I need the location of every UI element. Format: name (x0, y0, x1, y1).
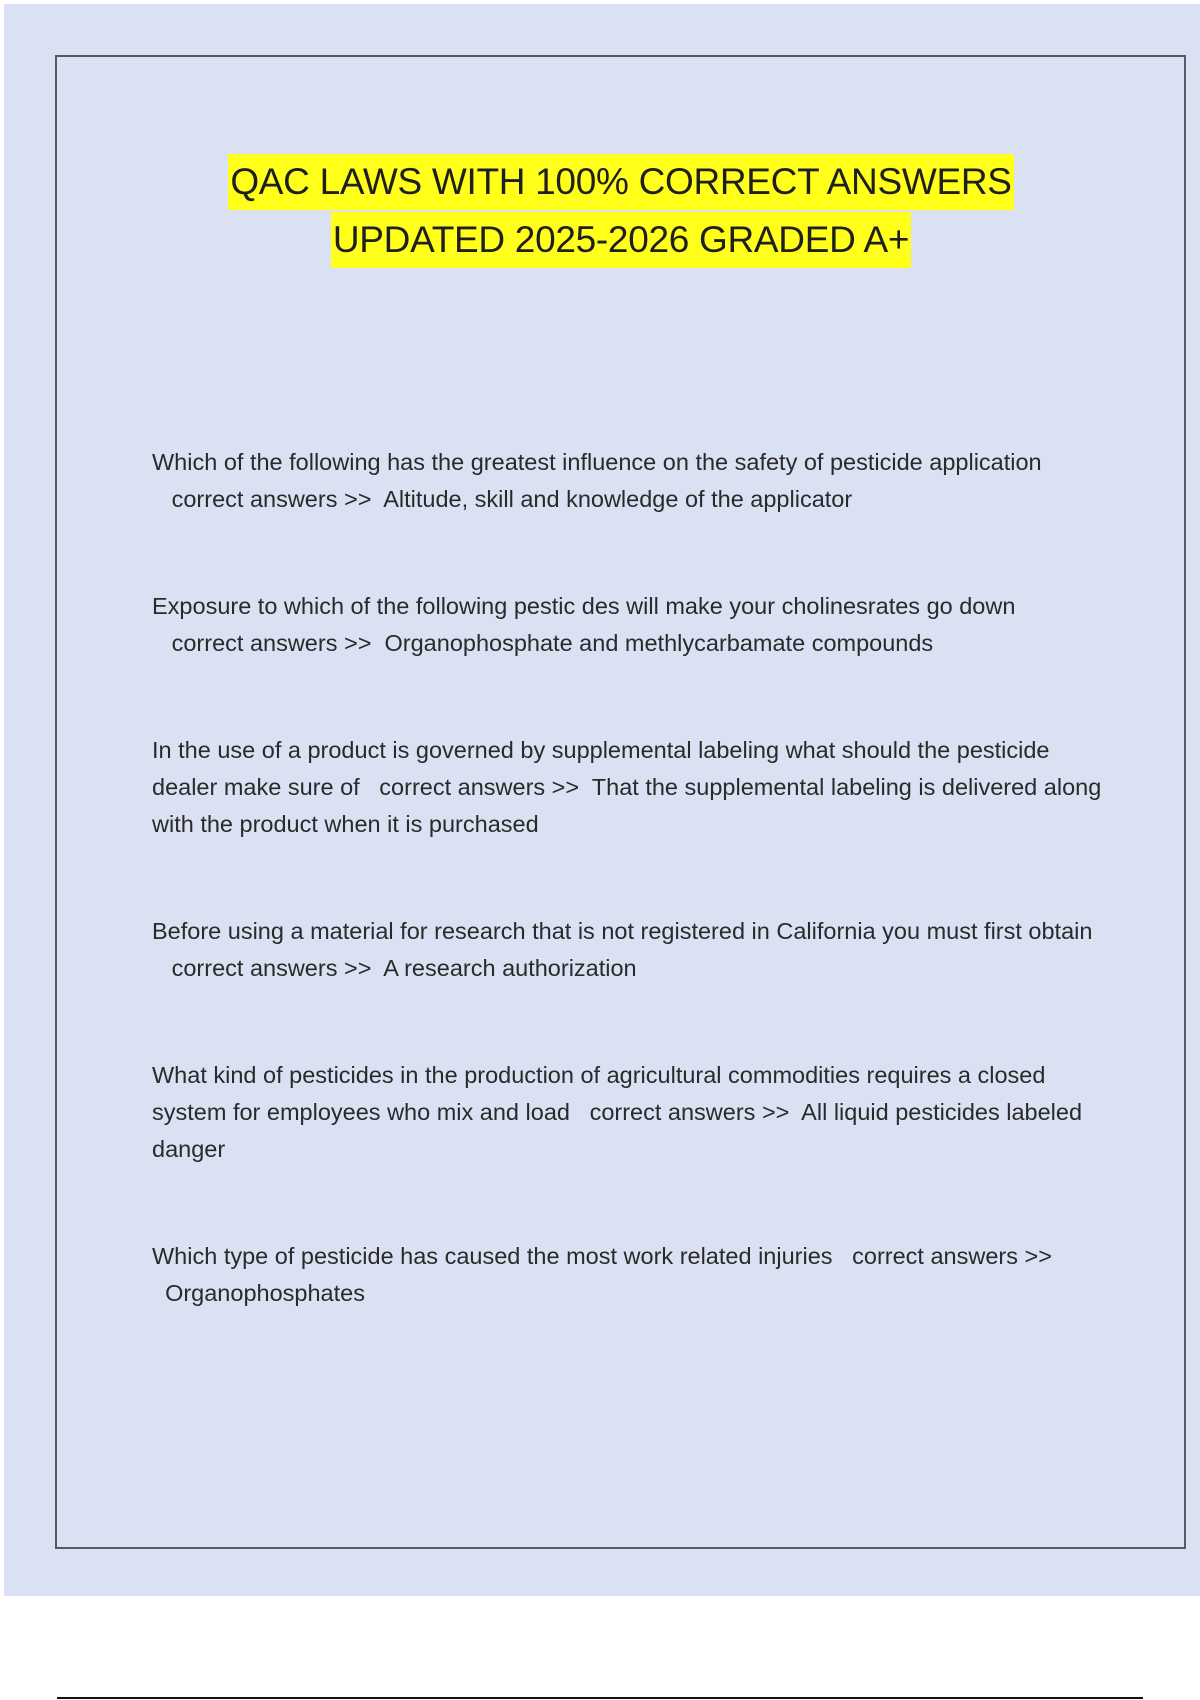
answer-text: Organophosphate and methlycarbamate compounds (384, 630, 934, 656)
answer-text: That the supplemental labeling is delivered along with the product when it is purchased (152, 774, 1102, 837)
qa-item (152, 913, 1102, 987)
question-text: Which type of pesticide has caused the most work related injuries (152, 1243, 833, 1269)
question-text: Which of the following has the greatest influence on the safety of pesticide application (152, 449, 1042, 475)
answer-marker: correct answers >> (852, 1243, 1052, 1269)
title-line-2: UPDATED 2025-2026 GRADED A+ (331, 212, 911, 268)
qa-item (152, 444, 1102, 518)
answer-marker: correct answers >> (171, 486, 372, 512)
answer-text: Organophosphates (165, 1280, 365, 1306)
question-text: Exposure to which of the following pestic des will make your cholinesrates go down (152, 593, 1016, 619)
answer-text: Altitude, skill and knowledge of the applicator (383, 486, 853, 512)
answer-marker: correct answers >> (589, 1099, 790, 1125)
title-line-1: QAC LAWS WITH 100% CORRECT ANSWERS (228, 154, 1013, 210)
question-text: In the use of a product is governed by supplemental labeling what should the pesticide dealer make sure of (152, 737, 1050, 800)
qa-item (152, 732, 1102, 843)
answer-marker: correct answers >> (171, 630, 372, 656)
answer-text: All liquid pesticides labeled danger (152, 1099, 1083, 1162)
question-text: What kind of pesticides in the production of agricultural commodities requires a closed system for employees who mix and load (152, 1062, 1046, 1125)
answer-marker: correct answers >> (171, 955, 372, 981)
question-text: Before using a material for research that is not registered in California you must first obtain (152, 918, 1093, 944)
qa-item (152, 588, 1102, 662)
qa-item (152, 1057, 1102, 1168)
document-title (4, 154, 1200, 270)
answer-marker: correct answers >> (379, 774, 580, 800)
answer-text: A research authorization (383, 955, 637, 981)
footer-rule (57, 1697, 1143, 1699)
document-page (4, 4, 1200, 1596)
qa-item (152, 1238, 1102, 1312)
